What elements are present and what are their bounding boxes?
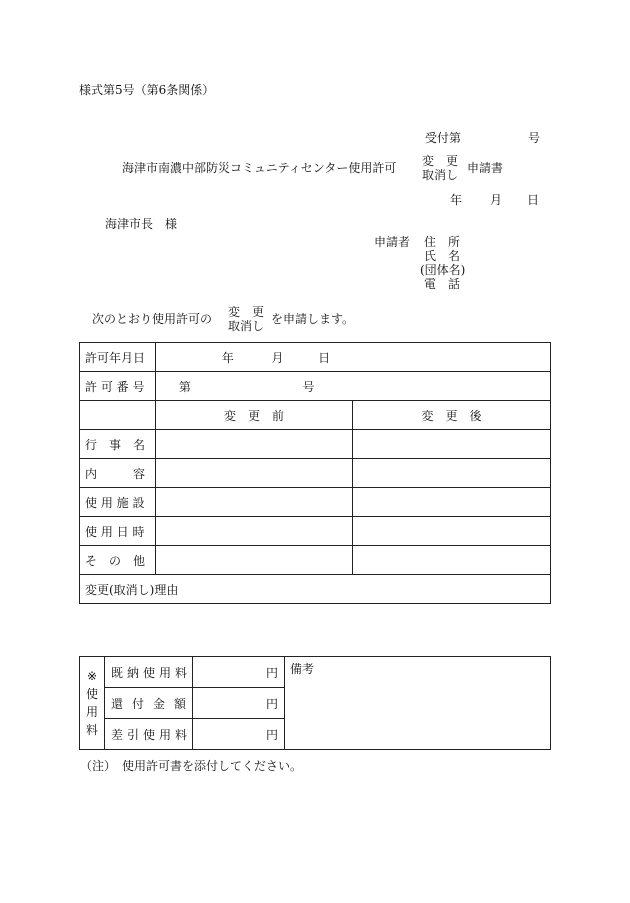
change-request-table bbox=[79, 342, 551, 604]
after-header: 変 更 後 bbox=[353, 401, 551, 430]
datetime-before-cell[interactable] bbox=[156, 517, 353, 546]
other-before-cell[interactable] bbox=[156, 546, 353, 575]
reason-label: 変更(取消し)理由 bbox=[85, 582, 179, 597]
permit-number-value[interactable] bbox=[156, 372, 551, 401]
row-label-other: そ の 他 bbox=[80, 546, 156, 575]
note-mark: ※ bbox=[86, 669, 98, 683]
request-option-stack bbox=[228, 305, 264, 333]
fee-paid-amount[interactable]: 円 bbox=[193, 657, 285, 688]
permit-date-label: 許可年月日 bbox=[80, 343, 156, 372]
applicant-name-label: 氏 名 bbox=[424, 249, 461, 263]
header-blank-cell bbox=[80, 401, 156, 430]
table-row bbox=[80, 488, 551, 517]
applicant-address-label: 住 所 bbox=[424, 235, 461, 249]
before-header: 変 更 前 bbox=[156, 401, 353, 430]
facility-before-cell[interactable] bbox=[156, 488, 353, 517]
content-before-cell[interactable] bbox=[156, 459, 353, 488]
date-month: 月 bbox=[490, 193, 503, 207]
fee-side-label bbox=[80, 657, 105, 750]
fee-side-char: 使 bbox=[85, 687, 98, 701]
reason-cell[interactable] bbox=[80, 575, 551, 604]
remarks-label: 備考 bbox=[290, 662, 315, 676]
row-label-content: 内 容 bbox=[80, 459, 156, 488]
fee-label-balance: 差引使用料 bbox=[105, 719, 193, 750]
table-row bbox=[80, 546, 551, 575]
request-suffix: を申請します。 bbox=[271, 312, 355, 326]
request-option-cancel: 取消し bbox=[228, 319, 265, 333]
row-label-facility: 使 用 施 設 bbox=[80, 488, 156, 517]
request-option-change: 変 更 bbox=[228, 305, 265, 319]
fee-balance-amount[interactable]: 円 bbox=[193, 719, 285, 750]
datetime-after-cell[interactable] bbox=[353, 517, 551, 546]
title-option-stack bbox=[422, 154, 458, 182]
row-label-datetime: 使 用 日 時 bbox=[80, 517, 156, 546]
fee-row bbox=[80, 657, 551, 688]
fee-side-char: 料 bbox=[85, 723, 98, 737]
fee-label-paid: 既納使用料 bbox=[105, 657, 193, 688]
fee-refund-amount[interactable]: 円 bbox=[193, 688, 285, 719]
table-row bbox=[80, 517, 551, 546]
addressee: 海津市長 様 bbox=[105, 217, 178, 231]
event-before-cell[interactable] bbox=[156, 430, 353, 459]
permit-number-suffix: 号 bbox=[302, 379, 315, 394]
applicant-org-label: (団体名) bbox=[420, 263, 466, 277]
fee-table bbox=[79, 656, 551, 750]
table-row bbox=[80, 430, 551, 459]
form-number: 様式第5号（第6条関係） bbox=[79, 83, 215, 97]
header-row bbox=[80, 401, 551, 430]
event-after-cell[interactable] bbox=[353, 430, 551, 459]
permit-date-row bbox=[80, 343, 551, 372]
fee-label-refund: 還付金額 bbox=[105, 688, 193, 719]
permit-date-value[interactable] bbox=[156, 343, 551, 372]
applicant-phone-label: 電 話 bbox=[424, 277, 461, 291]
facility-after-cell[interactable] bbox=[353, 488, 551, 517]
table-row bbox=[80, 459, 551, 488]
permit-number-prefix: 第 bbox=[178, 379, 191, 394]
footnote: （注） 使用許可書を添付してください。 bbox=[80, 759, 303, 773]
date-day: 日 bbox=[527, 193, 540, 207]
permit-month: 月 bbox=[271, 350, 284, 365]
other-after-cell[interactable] bbox=[353, 546, 551, 575]
permit-number-label: 許 可 番 号 bbox=[80, 372, 156, 401]
permit-day: 日 bbox=[318, 350, 331, 365]
permit-year: 年 bbox=[221, 350, 234, 365]
reason-row bbox=[80, 575, 551, 604]
title-option-cancel: 取消し bbox=[422, 168, 459, 182]
reception-suffix: 号 bbox=[528, 131, 541, 145]
reception-prefix: 受付第 bbox=[425, 131, 462, 145]
date-year: 年 bbox=[450, 193, 463, 207]
applicant-fields bbox=[420, 235, 465, 291]
remarks-cell[interactable] bbox=[285, 657, 551, 750]
title-option-change: 変 更 bbox=[422, 154, 459, 168]
content-after-cell[interactable] bbox=[353, 459, 551, 488]
request-prefix: 次のとおり使用許可の bbox=[92, 312, 213, 326]
applicant-label: 申請者 bbox=[374, 235, 411, 249]
fee-side-char: 用 bbox=[85, 705, 98, 719]
form-title: 海津市南濃中部防災コミュニティセンター使用許可 bbox=[122, 161, 397, 175]
row-label-event: 行 事 名 bbox=[80, 430, 156, 459]
permit-number-row bbox=[80, 372, 551, 401]
title-suffix: 申請書 bbox=[467, 161, 504, 175]
